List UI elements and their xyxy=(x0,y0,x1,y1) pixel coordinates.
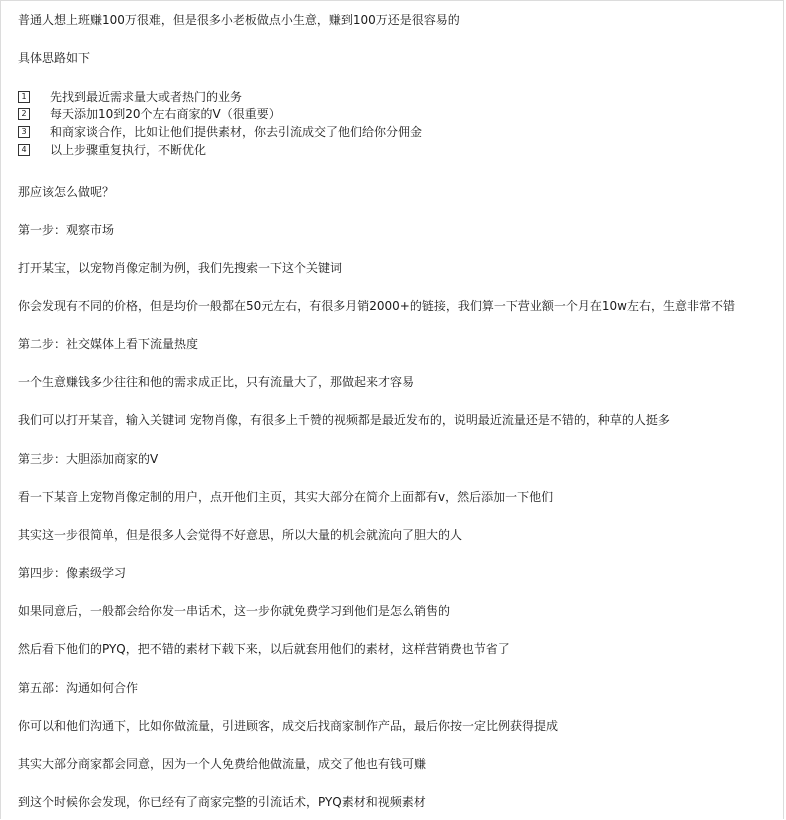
list-item xyxy=(18,125,422,139)
paragraph: 然后看下他们的PYQ，把不错的素材下载下来，以后就套用他们的素材，这样营销费也节省了 xyxy=(18,642,510,656)
step-heading: 第四步：像素级学习 xyxy=(18,566,127,580)
list-item-text: 先找到最近需求量大或者热门的业务 xyxy=(50,90,243,104)
paragraph: 我们可以打开某音，输入关键词 宠物肖像，有很多上千赞的视频都是最近发布的，说明最近流量还是不错的，种草的人挺多 xyxy=(18,413,670,427)
list-number-box: 2 xyxy=(18,108,30,120)
paragraph: 看一下某音上宠物肖像定制的用户，点开他们主页，其实大部分在简介上面都有v，然后添加一下他们 xyxy=(18,490,554,504)
paragraph-heading-plan: 具体思路如下 xyxy=(18,51,91,65)
paragraph: 一个生意赚钱多少往往和他的需求成正比，只有流量大了，那做起来才容易 xyxy=(18,375,415,389)
paragraph: 其实这一步很简单，但是很多人会觉得不好意思，所以大量的机会就流向了胆大的人 xyxy=(18,528,463,542)
paragraph: 你会发现有不同的价格，但是均价一般都在50元左右，有很多月销2000+的链接，我们算一下营业额一个月在10w左右，生意非常不错 xyxy=(18,299,735,313)
list-item-text: 和商家谈合作，比如让他们提供素材，你去引流成交了他们给你分佣金 xyxy=(50,125,423,139)
paragraph: 那应该怎么做呢？ xyxy=(18,185,115,199)
paragraph-intro: 普通人想上班赚100万很难，但是很多小老板做点小生意，赚到100万还是很容易的 xyxy=(18,13,460,27)
step-heading: 第一步：观察市场 xyxy=(18,223,115,237)
list-item-text: 以上步骤重复执行，不断优化 xyxy=(50,143,207,157)
list-number-box: 1 xyxy=(18,91,30,103)
list-item xyxy=(18,107,281,121)
paragraph: 到这个时候你会发现，你已经有了商家完整的引流话术，PYQ素材和视频素材 xyxy=(18,795,426,809)
step-heading: 第三步：大胆添加商家的V xyxy=(18,452,159,466)
list-item xyxy=(18,143,206,157)
list-number-box: 3 xyxy=(18,126,30,138)
list-number-box: 4 xyxy=(18,144,30,156)
paragraph: 其实大部分商家都会同意，因为一个人免费给他做流量，成交了他也有钱可赚 xyxy=(18,757,427,771)
list-item-text: 每天添加10到20个左右商家的V（很重要） xyxy=(50,107,281,121)
paragraph: 你可以和他们沟通下，比如你做流量，引进顾客，成交后找商家制作产品，最后你按一定比例获得提成 xyxy=(18,719,559,733)
step-heading: 第二步：社交媒体上看下流量热度 xyxy=(18,337,199,351)
paragraph: 如果同意后，一般都会给你发一串话术，这一步你就免费学习到他们是怎么销售的 xyxy=(18,604,451,618)
paragraph: 打开某宝，以宠物肖像定制为例，我们先搜索一下这个关键词 xyxy=(18,261,343,275)
list-item xyxy=(18,90,242,104)
step-heading: 第五部：沟通如何合作 xyxy=(18,681,139,695)
